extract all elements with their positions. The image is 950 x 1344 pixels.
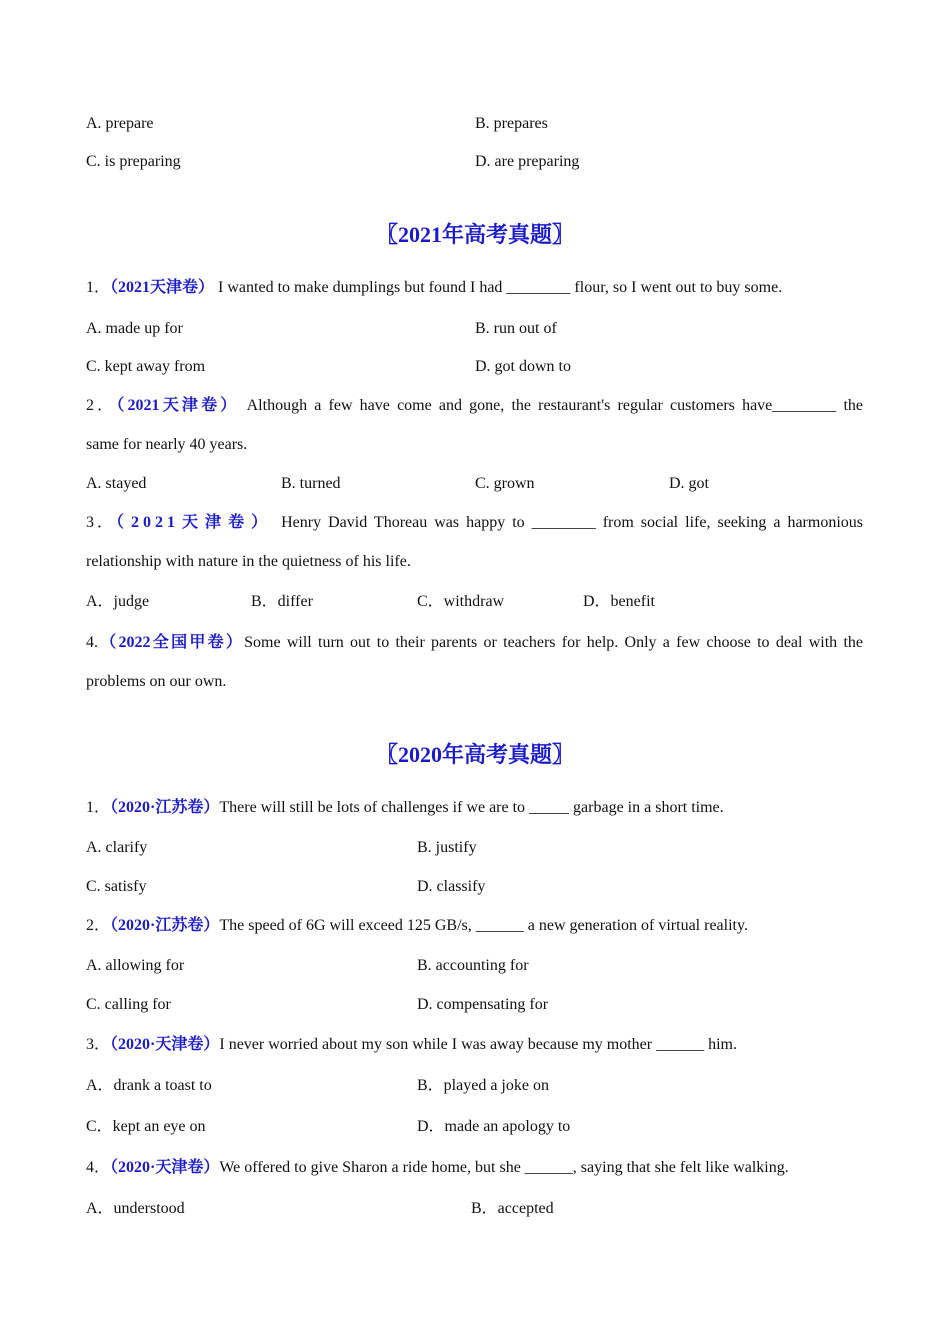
question-number: 3． [86,514,117,531]
option-b: B．played a joke on [417,1077,549,1094]
question-number: 4. [86,634,98,651]
question-source: （2020·天津卷） [110,1036,220,1053]
question-number: 4． [86,1159,111,1176]
option-d: D. got down to [475,358,571,375]
option-c: C. calling for [86,996,171,1013]
option-a: A．judge [86,593,150,610]
question-source: （2021天津卷） [116,514,275,531]
section-heading-2021: 〖2021年高考真题〗 [375,222,574,247]
question-2020-4 [86,1158,789,1178]
question-number: 1． [86,799,111,816]
option-b: B．accepted [471,1200,554,1217]
option-d: D．made an apology to [417,1118,571,1135]
question-2020-3 [86,1035,737,1055]
option-c: C．kept an eye on [86,1118,206,1135]
option-c: C. is preparing [86,153,181,170]
option-b: B. justify [417,839,477,856]
question-source: （2021天津卷） [110,279,215,296]
question-number: 2． [86,397,117,414]
option-a: A. prepare [86,115,154,132]
option-a: A. clarify [86,839,148,856]
option-d: D．benefit [583,593,655,610]
option-b: B．differ [251,593,313,610]
question-source: （2020·江苏卷） [110,917,220,934]
question-number: 3． [86,1036,111,1053]
question-number: 2． [86,917,111,934]
option-c: C．withdraw [417,593,505,610]
option-b: B. accounting for [417,957,529,974]
option-c: C. satisfy [86,878,147,895]
option-a: A．drank a toast to [86,1077,212,1094]
option-b: B. turned [281,475,341,492]
question-2021-1 [86,278,782,298]
option-c: C. grown [475,475,535,492]
question-source: （2020·天津卷） [110,1159,220,1176]
option-b: B. run out of [475,320,557,337]
question-text: Although a few have come and gone, the restaurant's regular customers have________ the [246,397,864,414]
question-text: I never worried about my son while I was away because my mother ______ him. [219,1036,737,1053]
question-text-continued: same for nearly 40 years. [86,436,248,453]
question-text: I wanted to make dumplings but found I had ________ flour, so I went out to buy some. [214,279,783,296]
option-b: B. prepares [475,115,548,132]
question-2020-1 [86,798,724,818]
option-a: A. allowing for [86,957,185,974]
option-d: D. classify [417,878,486,895]
option-c: C. kept away from [86,358,206,375]
question-2020-2 [86,916,748,936]
question-source: （2021天津卷） [116,397,240,414]
option-d: D. are preparing [475,153,580,170]
question-number: 1． [86,279,111,296]
question-text-continued: relationship with nature in the quietness of his life. [86,553,411,570]
question-text-continued: problems on our own. [86,673,227,690]
option-a: A. stayed [86,475,147,492]
question-source: （2020·江苏卷） [110,799,220,816]
question-text: Some will turn out to their parents or teachers for help. Only a few choose to deal with the [244,634,863,651]
section-heading-2020: 〖2020年高考真题〗 [375,742,574,767]
question-source: （2022全国甲卷） [98,634,245,651]
option-d: D. compensating for [417,996,549,1013]
option-d: D. got [669,475,709,492]
option-a: A．understood [86,1200,185,1217]
question-2021-3 [86,513,863,533]
question-text: There will still be lots of challenges if we are to _____ garbage in a short time. [219,799,724,816]
question-text: Henry David Thoreau was happy to ________ from social life, seeking a harmonious [281,514,864,531]
question-2021-4 [86,633,863,653]
option-a: A. made up for [86,320,183,337]
question-2021-2 [86,396,863,416]
question-text: The speed of 6G will exceed 125 GB/s, ______ a new generation of virtual reality. [219,917,748,934]
question-text: We offered to give Sharon a ride home, but she ______, saying that she felt like walking. [219,1159,789,1176]
